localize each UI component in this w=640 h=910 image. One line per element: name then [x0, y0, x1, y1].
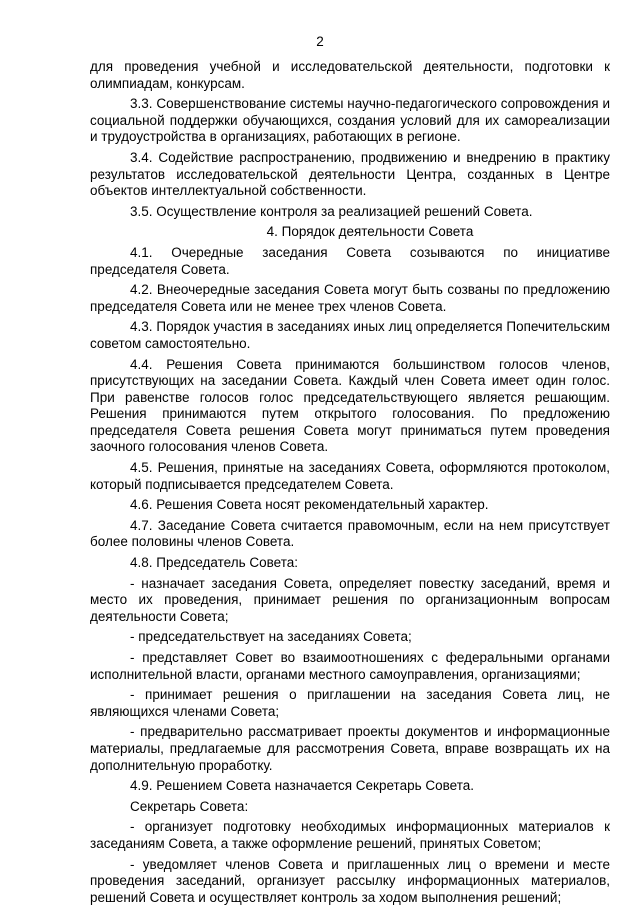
paragraph: 3.5. Осуществление контроля за реализацией решений Совета. — [130, 203, 533, 219]
paragraph: Секретарь Совета: — [130, 798, 249, 814]
paragraph: для проведения учебной и исследовательской деятельности, подготовки к олимпиадам, конкурсам. — [90, 59, 610, 91]
paragraph: 4.9. Решением Совета назначается Секретарь Совета. — [130, 778, 474, 794]
paragraph: - председательствует на заседаниях Совета; — [130, 629, 412, 645]
paragraph: 4.4. Решения Совета принимаются большинством голосов членов, присутствующих на заседании Совета. Каждый член Совета имеет один голос. При равенстве голосов голос председательствующего является решающим. Решения принимаются путем открытого голосования. По предложению председателя Совета решения Совета могут приниматься путем проведения заочного голосования членов Совета. — [90, 356, 610, 455]
paragraph: - предварительно рассматривает проекты документов и информационные материалы, предлагаемые для рассмотрения Совета, вправе возвращать их на дополнительную проработку. — [90, 724, 610, 773]
paragraph: - представляет Совет во взаимоотношениях с федеральными органами исполнительной власти, органами местного самоуправления, организациями; — [90, 650, 610, 682]
paragraph: 3.3. Совершенствование системы научно-педагогического сопровождения и социальной поддержки обучающихся, создания условий для их самореализации и трудоустройства в организациях, работающих в регионе. — [90, 96, 610, 145]
paragraph: 3.4. Содействие распространению, продвижению и внедрению в практику результатов исследовательской деятельности Центра, созданных в Центре объектов интеллектуальной собственности. — [90, 149, 610, 199]
paragraph: - уведомляет членов Совета и приглашенных лиц о времени и месте проведения заседаний, организует рассылку информационных материалов, решений Совета и осуществляет контроль за ходом выполнения решений; — [90, 856, 610, 905]
paragraph: 4.3. Порядок участия в заседаниях иных лиц определяется Попечительским советом самостоятельно. — [90, 319, 610, 351]
paragraph: 4.8. Председатель Совета: — [130, 555, 298, 571]
paragraph: 4.1. Очередные заседания Совета созываются по инициативе председателя Совета. — [90, 244, 610, 277]
page-number: 2 — [316, 34, 324, 49]
paragraph: - принимает решения о приглашении на заседания Совета лиц, не являющихся членами Совета; — [90, 687, 610, 719]
paragraph: 4.2. Внеочередные заседания Совета могут быть созваны по предложению председателя Совета или не менее трех членов Совета. — [90, 282, 610, 314]
paragraph: 4.6. Решения Совета носят рекомендательный характер. — [130, 497, 489, 513]
paragraph: - организует подготовку необходимых информационных материалов к заседаниям Совета, а также оформление решений, принятых Советом; — [90, 819, 610, 851]
document-body — [90, 59, 610, 910]
section-heading: 4. Порядок деятельности Совета — [266, 224, 474, 240]
paragraph: - назначает заседания Совета, определяет повестку заседаний, время и место их проведения, принимает решения по организационным вопросам деятельности Совета; — [90, 575, 610, 624]
paragraph: 4.5. Решения, принятые на заседаниях Совета, оформляются протоколом, который подписывается председателем Совета. — [90, 460, 610, 492]
paragraph: 4.7. Заседание Совета считается правомочным, если на нем присутствует более половины членов Совета. — [90, 517, 610, 550]
